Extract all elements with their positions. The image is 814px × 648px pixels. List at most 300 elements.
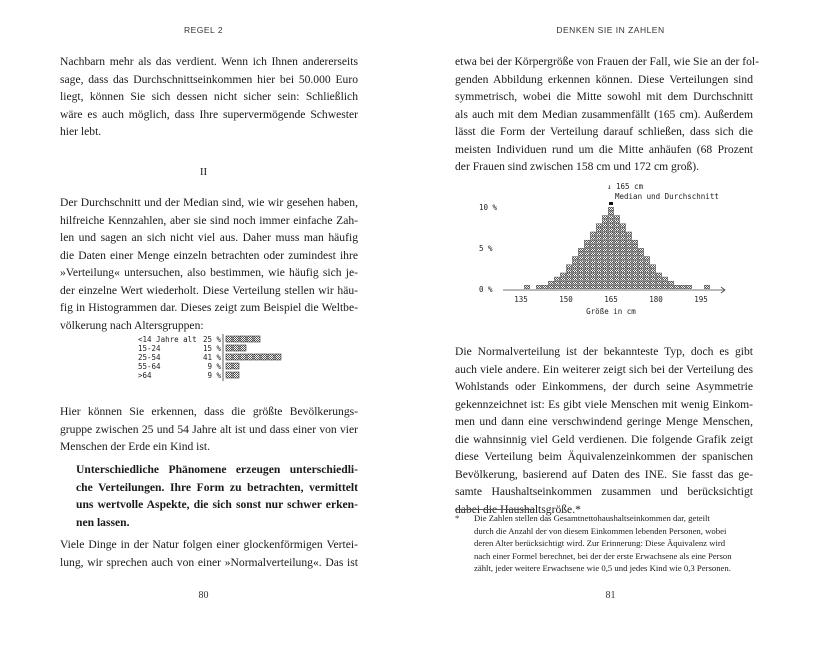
height-bar-square (650, 273, 655, 276)
text-line: Nachbarn mehr als das verdient. Wenn ich Ihnen andererseits (60, 55, 358, 68)
height-bar-square (608, 244, 613, 247)
height-bar-square (566, 281, 571, 284)
height-bar-square (596, 273, 601, 276)
footnote-line: deren Alter berücksichtigt wird. Zur Erinnerung: Diese Äquivalenz wird (474, 538, 726, 548)
height-bar-square (686, 285, 691, 288)
height-bar-square (638, 248, 643, 251)
height-bar-square (572, 281, 577, 284)
height-bar-square (638, 265, 643, 268)
height-bar-square (656, 281, 661, 284)
height-bar-square (554, 277, 559, 280)
height-bar-square (602, 228, 607, 231)
text-line: sage, dass das Durchschnittseinkommen hier bei 50.000 Euro (60, 72, 358, 86)
height-bar-square (608, 285, 613, 288)
footnote-line: Die Zahlen stellen das Gesamtnettohaushaltseinkommen dar, geteilt (474, 513, 710, 523)
height-bar-square (656, 285, 661, 288)
height-bar-square (620, 244, 625, 247)
age-bar-square (275, 354, 281, 360)
age-bar-square (233, 345, 239, 351)
height-bar-square (626, 257, 631, 260)
height-bar-square (608, 224, 613, 227)
age-bar-square (254, 336, 260, 342)
text-line: gruppe zwischen 25 und 54 Jahre alt ist und dass einer von vier (60, 422, 358, 436)
height-bar-square (584, 257, 589, 260)
height-bar-square (584, 244, 589, 247)
height-bar-square (566, 285, 571, 288)
height-bar-square (656, 273, 661, 276)
height-bar-square (614, 281, 619, 284)
text-line: Der Durchschnitt und der Median sind, wie wir gesehen haben, (60, 196, 358, 209)
height-bar-square (662, 277, 667, 280)
height-bar-square (554, 285, 559, 288)
height-bar-square (578, 281, 583, 284)
running-head-left: REGEL 2 (183, 25, 224, 35)
median-marker (609, 202, 613, 205)
height-bar-square (632, 244, 637, 247)
text-line: die Daten einer Menge einzeln betrachten oder zumindest ihre (60, 248, 358, 262)
text-line: lässt die Form der Verteilung darauf schließen, dass sich die (455, 125, 753, 138)
height-y-tick: 10 % (479, 203, 498, 212)
height-bar-square (638, 285, 643, 288)
height-bar-square (662, 281, 667, 284)
age-bar-square (268, 354, 274, 360)
height-bar-square (572, 269, 577, 272)
height-bar-square (608, 257, 613, 260)
height-bar-square (650, 277, 655, 280)
age-bar-square (226, 354, 232, 360)
height-bar-square (674, 285, 679, 288)
height-bar-square (596, 232, 601, 235)
paragraph-2-left (60, 194, 358, 334)
height-bar-square (644, 257, 649, 260)
height-bar-square (584, 273, 589, 276)
height-bar-square (614, 240, 619, 243)
text-line: fig in Histogrammen dar. Dieses zeigt zum Beispiel die Weltbe- (60, 301, 358, 314)
height-bar-square (578, 277, 583, 280)
height-bar-square (626, 244, 631, 247)
height-bar-square (596, 240, 601, 243)
height-bar-square (608, 261, 613, 264)
height-bar-square (704, 285, 709, 288)
height-bar-square (572, 265, 577, 268)
height-bar-square (608, 269, 613, 272)
age-bar-square (247, 336, 253, 342)
height-bar-square (620, 285, 625, 288)
height-bar-square (638, 277, 643, 280)
height-bar-square (548, 285, 553, 288)
height-bar-square (560, 281, 565, 284)
height-bar-square (668, 285, 673, 288)
text-line: genden Abbildung erkennen können. Diese Verteilungen sind (455, 72, 753, 86)
height-bar-square (620, 224, 625, 227)
height-bar-square (614, 216, 619, 219)
age-value-label: 15 % (202, 344, 221, 353)
height-bar-square (644, 265, 649, 268)
age-bar-square (261, 354, 267, 360)
age-bar-square (226, 363, 232, 369)
height-bar-square (590, 265, 595, 268)
height-bar-square (572, 277, 577, 280)
age-bar-square (226, 372, 232, 378)
age-bar-square (226, 345, 232, 351)
height-bar-square (542, 285, 547, 288)
height-bar-square (590, 244, 595, 247)
height-bar-square (620, 269, 625, 272)
height-bar-square (626, 240, 631, 243)
text-line: gekennzeichnet ist: Es gibt viele Menschen mit wenig Einkom- (455, 397, 753, 411)
height-bar-square (614, 232, 619, 235)
height-bar-square (608, 281, 613, 284)
height-bar-square (608, 207, 613, 210)
text-line: wäre es auch möglich, dass Ihre supervermögende Schwester (60, 107, 358, 121)
height-y-tick: 0 % (479, 285, 493, 294)
age-bar-square (240, 336, 246, 342)
height-bar-square (620, 265, 625, 268)
text-line: »Verteilung« untersuchen, also bestimmen, wie häufig sich je- (60, 266, 358, 279)
height-bar-square (614, 236, 619, 239)
height-bar-square (596, 281, 601, 284)
height-bar-square (614, 244, 619, 247)
height-bar-square (536, 285, 541, 288)
height-bar-square (638, 281, 643, 284)
height-bar-square (626, 232, 631, 235)
height-bar-square (602, 232, 607, 235)
text-line: symmetrisch, wobei die Mitte sowohl mit dem Durchschnitt (455, 90, 753, 103)
height-x-tick: 165 (604, 295, 618, 304)
height-bar-square (584, 265, 589, 268)
height-bar-square (614, 261, 619, 264)
height-bar-square (602, 281, 607, 284)
text-line: hier lebt. (60, 125, 102, 138)
height-bar-square (608, 265, 613, 268)
paragraph-2-right (455, 343, 753, 518)
height-bar-square (614, 248, 619, 251)
age-bar-square (254, 354, 260, 360)
height-bar-square (626, 265, 631, 268)
height-bar-square (620, 248, 625, 251)
height-bar-square (578, 285, 583, 288)
text-line: nen lassen. (76, 515, 130, 529)
height-bar-square (632, 240, 637, 243)
height-x-tick: 180 (649, 295, 663, 304)
height-bar-square (590, 285, 595, 288)
height-bar-square (596, 265, 601, 268)
height-bar-square (584, 281, 589, 284)
footnote-line: durch die Anzahl der von diesem Einkommen lebenden Personen, wobei (474, 525, 727, 536)
age-bar-square (233, 354, 239, 360)
height-bar-square (590, 236, 595, 239)
height-bar-square (584, 253, 589, 256)
height-bar-square (620, 277, 625, 280)
height-bar-square (578, 257, 583, 260)
height-bar-square (644, 269, 649, 272)
height-x-tick: 150 (559, 295, 573, 304)
height-bar-square (650, 269, 655, 272)
height-bar-square (626, 236, 631, 239)
height-y-tick: 5 % (479, 244, 493, 253)
height-bar-square (626, 277, 631, 280)
height-bar-square (626, 269, 631, 272)
text-line: diese Verteilung beim Äquivalenzeinkommen der spanischen (455, 450, 753, 463)
height-bar-square (596, 285, 601, 288)
height-bar-square (620, 228, 625, 231)
height-bar-square (578, 248, 583, 251)
height-bar-square (608, 228, 613, 231)
height-bar-square (590, 277, 595, 280)
height-bar-square (596, 269, 601, 272)
height-bar-square (596, 244, 601, 247)
height-bar-square (614, 228, 619, 231)
height-bar-square (590, 257, 595, 260)
page-number-left: 80 (198, 590, 209, 601)
text-line: len und sagen an sich nicht viel aus. Daher muss man häufig (60, 231, 358, 244)
age-distribution-chart (130, 334, 290, 386)
height-bar-square (638, 269, 643, 272)
height-bar-square (602, 253, 607, 256)
height-bar-square (578, 273, 583, 276)
height-bar-square (602, 220, 607, 223)
height-bar-square (590, 253, 595, 256)
height-bar-square (596, 257, 601, 260)
height-x-label: Größe in cm (586, 307, 636, 316)
height-bar-square (602, 224, 607, 227)
height-bar-square (602, 216, 607, 219)
text-line: Viele Dinge in der Natur folgen einer glockenförmigen Vertei- (60, 538, 358, 551)
height-bar-square (566, 277, 571, 280)
age-bar-square (240, 345, 246, 351)
height-bar-square (596, 277, 601, 280)
text-line: Hier können Sie erkennen, dass die größte Bevölkerungs- (60, 405, 358, 418)
running-head-right: DENKEN SIE IN ZAHLEN (556, 25, 665, 35)
age-value-label: 9 % (207, 371, 221, 380)
height-bar-square (602, 236, 607, 239)
height-bar-square (524, 285, 529, 288)
height-bar-square (608, 240, 613, 243)
footnote-rule (455, 509, 535, 510)
height-bar-square (572, 273, 577, 276)
height-bar-square (608, 236, 613, 239)
text-line: dabei die Haushaltsgröße.* (455, 502, 581, 516)
height-bar-square (602, 269, 607, 272)
height-bar-square (620, 236, 625, 239)
height-bar-square (614, 224, 619, 227)
height-bar-square (608, 232, 613, 235)
age-category-label: 25-54 (138, 353, 161, 362)
height-bar-square (578, 253, 583, 256)
height-bar-square (626, 248, 631, 251)
text-line: uns wertvolle Aspekte, die sich sonst nur schwer erken- (76, 498, 358, 511)
text-line: völkerung nach Altersgruppen: (60, 318, 204, 332)
height-bar-square (602, 248, 607, 251)
text-line: men und dann eine verschwindend geringe Menge Menschen, (455, 415, 753, 428)
height-bar-square (626, 285, 631, 288)
height-bar-square (620, 232, 625, 235)
height-bar-square (596, 261, 601, 264)
height-bar-square (578, 265, 583, 268)
footnote-mark: * (455, 513, 460, 523)
height-bar-square (584, 261, 589, 264)
height-bar-square (632, 261, 637, 264)
height-bar-square (572, 261, 577, 264)
age-bar-square (233, 336, 239, 342)
height-bar-square (602, 261, 607, 264)
height-bar-square (584, 269, 589, 272)
height-bar-square (632, 281, 637, 284)
age-category-label: <14 Jahre alt (138, 335, 197, 344)
section-numeral: II (199, 166, 208, 178)
height-bar-square (590, 281, 595, 284)
height-bar-square (620, 253, 625, 256)
height-bar-square (590, 273, 595, 276)
height-bar-square (602, 285, 607, 288)
height-bar-square (584, 277, 589, 280)
height-bar-square (602, 273, 607, 276)
height-bar-square (626, 253, 631, 256)
age-category-label: >64 (138, 371, 152, 380)
height-bar-square (590, 232, 595, 235)
height-bar-square (584, 248, 589, 251)
text-line: Die Normalverteilung ist der bekannteste Typ, doch es gibt (455, 345, 753, 358)
height-bar-square (650, 285, 655, 288)
text-line: Menschen der Erde ein Kind ist. (60, 440, 211, 453)
height-bar-square (650, 281, 655, 284)
age-category-label: 55-64 (138, 362, 161, 371)
height-bar-square (614, 285, 619, 288)
height-bar-square (596, 224, 601, 227)
height-bar-square (644, 277, 649, 280)
height-bar-square (626, 273, 631, 276)
height-bar-square (632, 257, 637, 260)
age-value-label: 41 % (202, 353, 221, 362)
text-line: auch viele andere. Ein weiterer zeigt sich bei der Verteilung des (455, 362, 753, 376)
height-bar-square (590, 240, 595, 243)
height-bar-square (566, 265, 571, 268)
text-line: liegt, können Sie sich dessen nicht sicher sein: Schließlich (60, 90, 358, 103)
height-bar-square (626, 261, 631, 264)
height-x-tick: 195 (694, 295, 708, 304)
text-line: der einzelne Wert wiederholt. Diese Verteilung stellen wir häu- (60, 283, 358, 297)
height-bar-square (548, 281, 553, 284)
age-value-label: 9 % (207, 362, 221, 371)
height-bar-square (590, 261, 595, 264)
height-x-tick: 135 (514, 295, 528, 304)
paragraph-1-right (455, 53, 760, 176)
height-bar-square (638, 273, 643, 276)
height-bar-square (644, 261, 649, 264)
height-bar-square (626, 281, 631, 284)
text-line: samte Haushaltseinkommen zusammen und berücksichtigt (455, 485, 753, 498)
height-bar-square (608, 216, 613, 219)
height-bar-square (596, 253, 601, 256)
height-bar-square (590, 248, 595, 251)
paragraph-4-left (60, 536, 358, 571)
height-bar-square (644, 273, 649, 276)
height-bar-square (656, 277, 661, 280)
height-bar-square (608, 212, 613, 215)
height-bar-square (632, 248, 637, 251)
height-bar-square (560, 273, 565, 276)
height-bar-square (596, 248, 601, 251)
height-bar-square (632, 277, 637, 280)
height-bar-square (584, 240, 589, 243)
height-bar-square (632, 285, 637, 288)
height-bar-square (560, 277, 565, 280)
page-number-right: 81 (605, 590, 616, 601)
height-bar-square (632, 273, 637, 276)
height-bar-square (554, 281, 559, 284)
height-bar-square (572, 257, 577, 260)
height-bar-square (614, 269, 619, 272)
age-category-label: 15-24 (138, 344, 161, 353)
height-bar-square (614, 265, 619, 268)
age-bar-square (247, 354, 253, 360)
height-bar-square (614, 257, 619, 260)
height-bar-square (590, 269, 595, 272)
height-bar-square (602, 257, 607, 260)
age-value-label: 25 % (202, 335, 221, 344)
height-bar-square (620, 240, 625, 243)
height-bar-square (620, 257, 625, 260)
height-bar-square (608, 277, 613, 280)
height-bar-square (638, 257, 643, 260)
height-bar-square (608, 220, 613, 223)
height-bar-square (596, 236, 601, 239)
paragraph-1-left (60, 53, 358, 141)
height-bar-square (644, 281, 649, 284)
height-bar-square (578, 269, 583, 272)
height-bar-square (632, 269, 637, 272)
height-bar-square (584, 285, 589, 288)
height-bar-square (602, 244, 607, 247)
height-bar-square (602, 265, 607, 268)
height-annotation-label: Median und Durchschnitt (615, 192, 719, 201)
height-bar-square (566, 269, 571, 272)
height-bar-square (638, 261, 643, 264)
height-bar-square (572, 285, 577, 288)
text-line: Unterschiedliche Phänomene erzeugen unterschiedli- (76, 463, 358, 476)
age-bar-square (233, 363, 239, 369)
height-bar-square (614, 273, 619, 276)
height-bar-square (602, 277, 607, 280)
text-line: die wahnsinnig viel Geld verdienen. Die folgende Grafik zeigt (455, 432, 753, 446)
text-line: lung, wir sprechen auch von einer »Normalverteilung«. Das ist (60, 555, 358, 569)
text-line: Wohlstands oder Einkommens, der durch seine Asymmetrie (455, 380, 753, 393)
text-line: als auch mit dem Median zusammenfällt (165 cm). Außerdem (455, 107, 753, 121)
age-bar-square (226, 336, 232, 342)
height-bar-square (638, 253, 643, 256)
height-bar-square (632, 265, 637, 268)
height-bar-square (602, 240, 607, 243)
height-distribution-chart (473, 179, 753, 321)
text-line: hilfreiche Kennzahlen, aber sie sind noch immer einfache Zah- (60, 213, 358, 227)
text-line: che Verteilungen. Ihre Form zu betrachten, vermittelt (76, 480, 358, 494)
height-bar-square (614, 253, 619, 256)
height-bar-square (560, 285, 565, 288)
height-bar-square (650, 265, 655, 268)
height-bar-square (608, 273, 613, 276)
paragraph-3-left (60, 403, 358, 456)
height-bar-square (668, 281, 673, 284)
text-line: etwa bei der Körpergröße von Frauen der Fall, wie Sie an der fol- (455, 55, 760, 68)
height-bar-square (566, 273, 571, 276)
height-bar-square (620, 273, 625, 276)
height-bar-square (644, 285, 649, 288)
height-bar-square (620, 261, 625, 264)
height-bar-square (614, 277, 619, 280)
text-line: meisten Individuen rund um die Mitte anhäufen (68 Prozent (455, 142, 753, 156)
right-page (407, 0, 814, 648)
height-bar-square (578, 261, 583, 264)
